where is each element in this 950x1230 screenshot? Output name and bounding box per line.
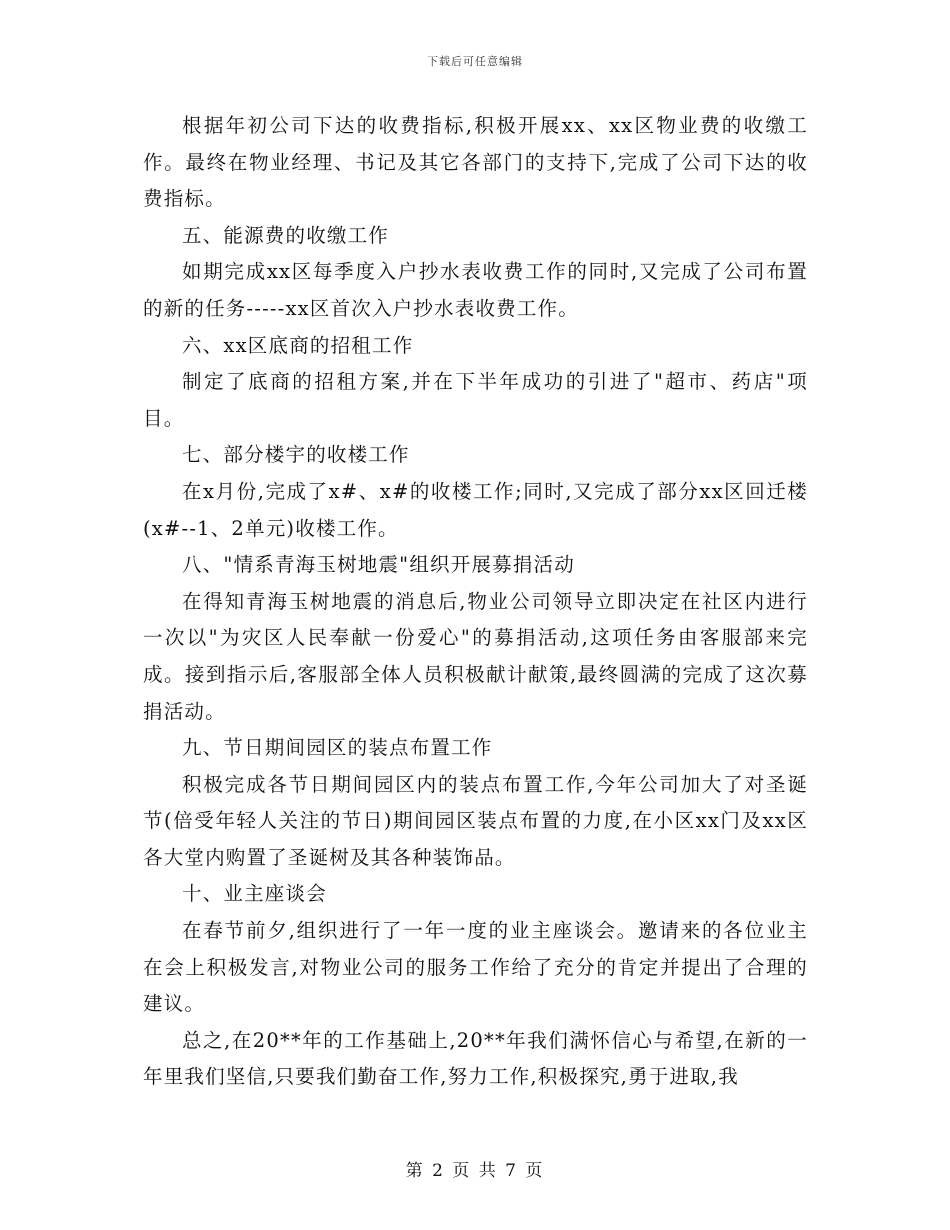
paragraph-conclusion: 总之,在20**年的工作基础上,20**年我们满怀信心与希望,在新的一年里我们坚信,只要我们勤奋工作,努力工作,积极探究,勇于进取,我	[143, 1028, 808, 1089]
page-header-note: 下载后可任意编辑	[427, 55, 523, 68]
paragraph-shop-leasing: 制定了底商的招租方案,并在下半年成功的引进了"超市、药店"项目。	[143, 370, 808, 430]
document-body	[143, 108, 808, 1096]
paragraph-energy-fee: 如期完成xx区每季度入户抄水表收费工作的同时,又完成了公司布置的新的任务-----xx区首次入户抄水表收费工作。	[143, 260, 808, 320]
heading-donation: 八、"情系青海玉树地震"组织开展募捐活动	[182, 553, 575, 577]
paragraph-donation: 在得知青海玉树地震的消息后,物业公司领导立即决定在社区内进行一次以"为灾区人民奉献一份爱心"的募捐活动,这项任务由客服部来完成。接到指示后,客服部全体人员积极献计献策,最终圆满的完成了这次募捐活动。	[143, 589, 808, 723]
page-number-footer: 第 2 页 共 7 页	[405, 1161, 545, 1181]
heading-owner-meeting: 十、业主座谈会	[182, 882, 327, 906]
paragraph-owner-meeting: 在春节前夕,组织进行了一年一度的业主座谈会。邀请来的各位业主在会上积极发言,对物业公司的服务工作给了充分的肯定并提出了合理的建议。	[143, 919, 808, 1016]
heading-shop-leasing: 六、xx区底商的招租工作	[182, 333, 414, 357]
heading-energy-fee: 五、能源费的收缴工作	[182, 223, 390, 247]
paragraph-building-handover: 在x月份,完成了x#、x#的收楼工作;同时,又完成了部分xx区回迁楼(x#--1、2单元)收楼工作。	[143, 479, 808, 540]
paragraph-holiday-decoration: 积极完成各节日期间园区内的装点布置工作,今年公司加大了对圣诞节(倍受年轻人关注的节日)期间园区装点布置的力度,在小区xx门及xx区各大堂内购置了圣诞树及其各种装饰品。	[143, 772, 808, 869]
heading-building-handover: 七、部分楼宇的收楼工作	[182, 443, 410, 467]
heading-holiday-decoration: 九、节日期间园区的装点布置工作	[182, 736, 493, 760]
paragraph-fee-collection: 根据年初公司下达的收费指标,积极开展xx、xx区物业费的收缴工作。最终在物业经理、书记及其它各部门的支持下,完成了公司下达的收费指标。	[143, 114, 808, 211]
